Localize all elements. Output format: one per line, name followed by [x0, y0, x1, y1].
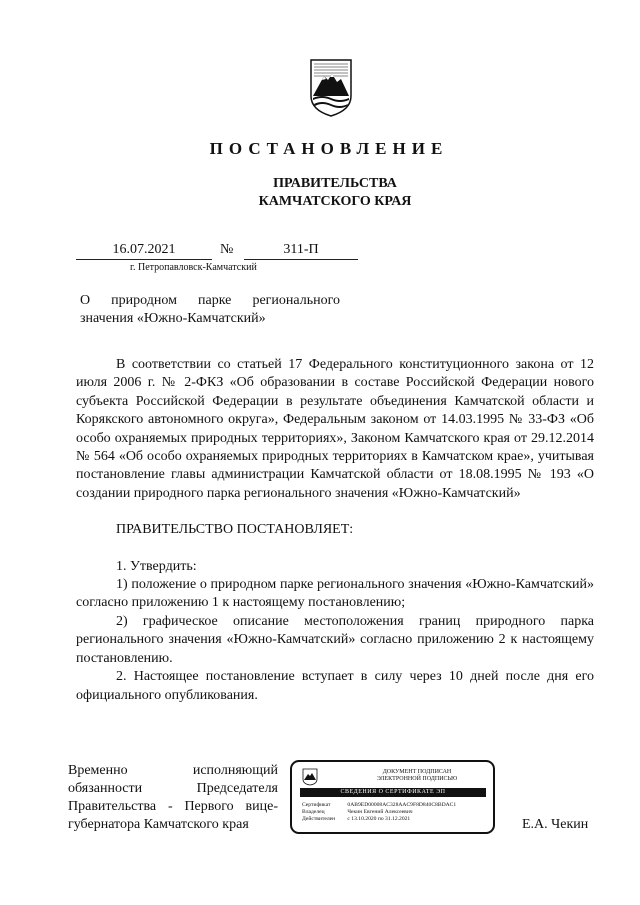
item-1: 1. Утвердить: [116, 558, 197, 574]
document-title: ПОСТАНОВЛЕНИЕ [209, 139, 449, 158]
preamble-paragraph: В соответствии со статьей 17 Федерального конституционного закона от 12 июля 2006 г. № 2-ФКЗ «Об образовании в составе Российской Федерации нового субъекта Российской Федерации в результате объединения Камчатской области и Корякского автономного округа», Федеральным законом от 14.03.1995 № 33-ФЗ «Об особо охраняемых природных территориях», Законом Камчатского края от 29.12.2014 № 564 «Об особо охраняемых природных территориях в Камчатском крае», учитывая постановление главы администрации Камчатской области от 18.08.1995 № 193 «О создании природного парка регионального значения «Южно-Камчатский» [76, 357, 594, 501]
owner-key: Владелец [302, 809, 325, 815]
subject-line-2: значения «Южно-Камчатский» [80, 311, 266, 326]
document-number: 311-П [283, 242, 319, 257]
issuer-line-1: ПРАВИТЕЛЬСТВА [273, 176, 397, 191]
issuer-block [0, 175, 640, 211]
date-underline [76, 259, 212, 260]
date-number-row [76, 242, 360, 260]
validity-value: с 13.10.2020 по 31.12.2021 [347, 816, 411, 822]
stamp-emblem-icon [302, 768, 318, 786]
electronic-signature-stamp [290, 760, 495, 834]
stamp-row-validity [302, 816, 410, 823]
number-underline [244, 259, 358, 260]
signer-line-2: обязанности Председателя [68, 781, 278, 796]
stamp-header [362, 769, 472, 783]
city-label: г. Петропавловск-Камчатский [130, 262, 257, 273]
signer-line-1: Временно исполняющий [68, 763, 278, 778]
signer-name: Е.А. Чекин [522, 817, 589, 832]
issuer-line-2: КАМЧАТСКОГО КРАЯ [258, 194, 412, 209]
subject-line-1: О природном парке регионального [80, 293, 340, 308]
document-date: 16.07.2021 [112, 242, 176, 257]
stamp-row-owner [302, 809, 413, 816]
item-1-1: 1) положение о природном парке регионального значения «Южно-Камчатский» согласно приложению 1 к настоящему постановлению; [76, 577, 594, 611]
stamp-header-line-2: ЭЛЕКТРОННОЙ ПОДПИСЬЮ [376, 776, 458, 782]
document-subject [80, 292, 340, 328]
stamp-row-certificate [302, 802, 456, 809]
decree-heading: ПРАВИТЕЛЬСТВО ПОСТАНОВЛЯЕТ: [116, 522, 354, 538]
certificate-value: 0AB9ED00008AC328AAC9F8D840C8BDAC1 [347, 802, 457, 808]
number-sign: № [220, 242, 234, 257]
item-1-2: 2) графическое описание местоположения границ природного парка регионального значения «Южно-Камчатский» согласно приложению 2 к настоящему постановлению. [76, 613, 594, 666]
signer-line-3: Правительства - Первого вице- [68, 799, 278, 814]
owner-value: Чекин Евгений Алексеевич [347, 809, 413, 815]
stamp-header-line-1: ДОКУМЕНТ ПОДПИСАН [382, 769, 452, 775]
stamp-certificate-bar: СВЕДЕНИЯ О СЕРТИФИКАТЕ ЭП [300, 788, 486, 797]
signer-position [68, 762, 278, 834]
validity-key: Действителен [302, 816, 336, 822]
signer-line-4: губернатора Камчатского края [68, 817, 249, 832]
certificate-key: Сертификат [302, 802, 331, 808]
document-body [76, 356, 594, 705]
kamchatka-coat-of-arms-icon [308, 56, 354, 118]
item-2: 2. Настоящее постановление вступает в силу через 10 дней после дня его официального опубликования. [76, 669, 594, 703]
